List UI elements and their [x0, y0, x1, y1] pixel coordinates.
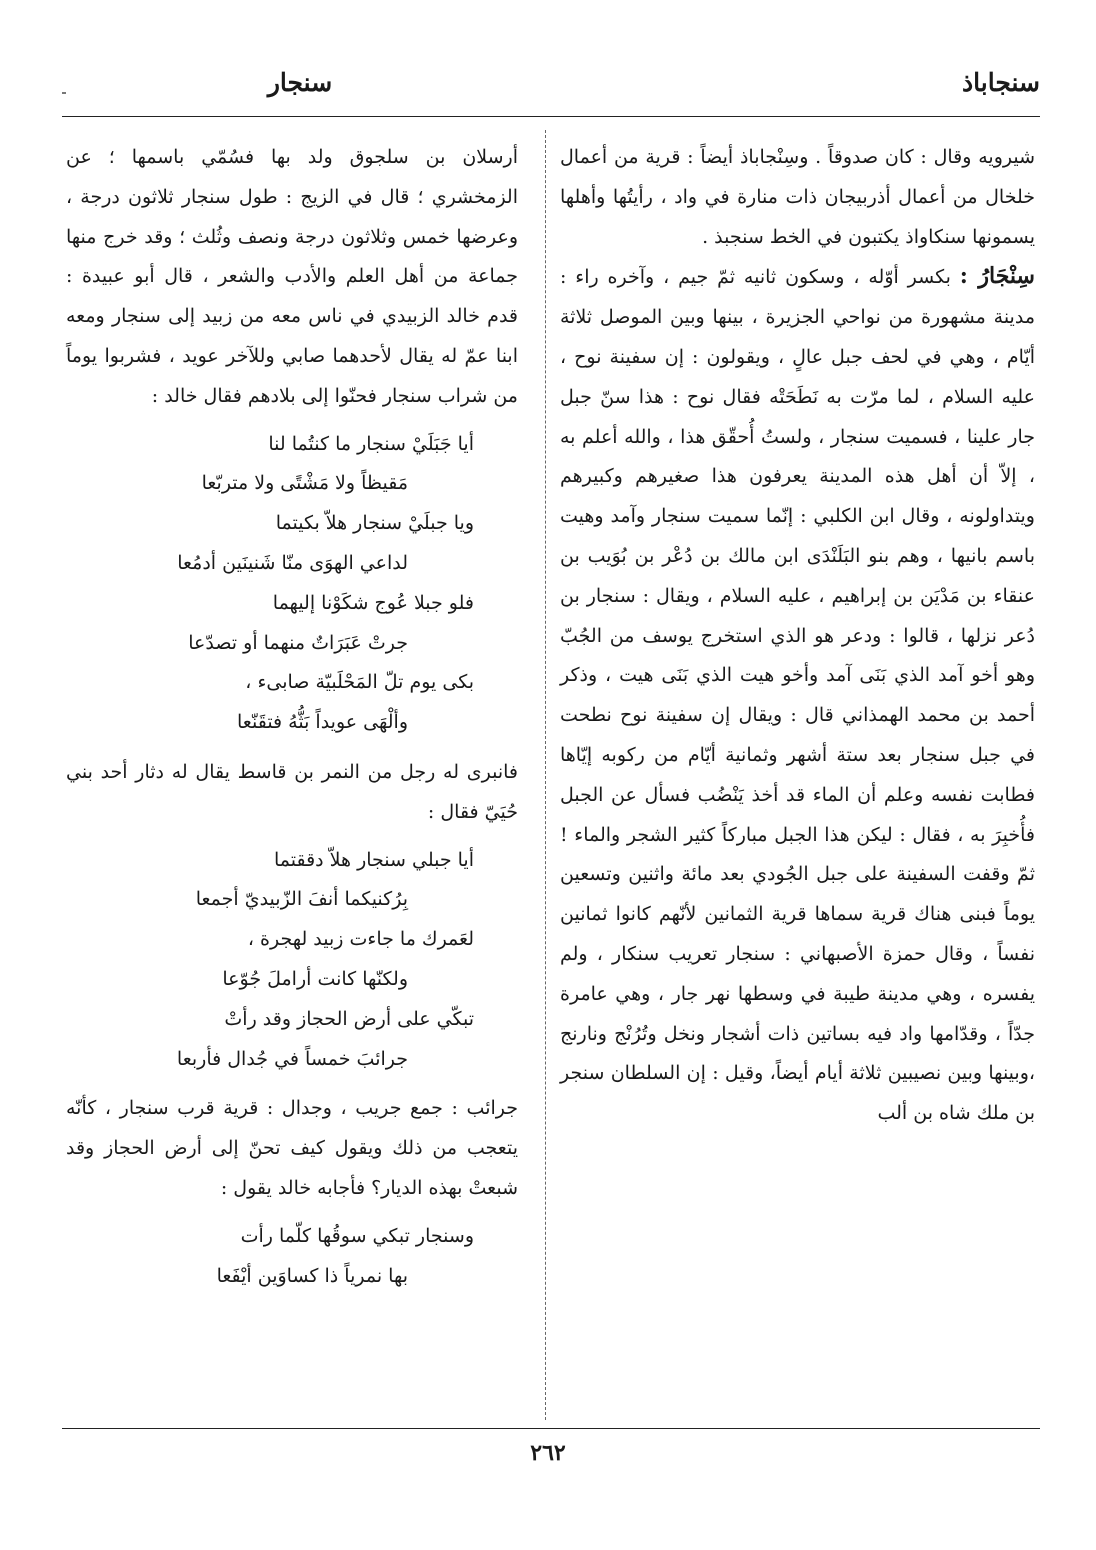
entry-body: بكسر أوّله ، وسكون ثانيه ثمّ جيم ، وآخره راء : مدينة مشهورة من نواحي الجزيرة ، بينها وبين الموصل ثلاثة أيّام ، وهي في لحف جبل عالٍ ، ويقولون : إن سفينة نوح ، عليه السلام ، لما مرّت به نَطَحَتْه فقال نوح : هذا سنّ جبل جار علينا ، فسميت سنجار ، ولستُ أُحقّق هذا ، والله أعلم به ، إلاّ أن أهل هذه المدينة يعرفون هذا صغيرهم وكبيرهم ويتداولونه ، وقال ابن الكلبي : إنّما سميت سنجار وآمد وهيت باسم بانيها ، وهم بنو البَلَنْدَى ابن مالك بن دُعْر بن بُوَيب بن عنقاء بن مَدْيَن بن إبراهيم ، عليه السلام ، ويقال : سنجار بن دُعر نزلها ، قالوا : ودعر هو الذي استخرج يوسف من الجُبّ وهو أخو آمد الذي بَنَى آمد وأخو هيت الذي بَنَى هيت ، وذكر أحمد بن محمد الهمذاني قال : ويقال إن سفينة نوح نطحت في جبل سنجار بعد ستة أشهر وثمانية أيّام من ركوبه إيّاها فطابت نفسه وعلم أن الماء قد أخذ يَنْضُب فسأل عن الجبل فأُخبِرَ به ، فقال : ليكن هذا الجبل مباركاً كثير الشجر والماء ! ثمّ وقفت السفينة على جبل الجُودي بعد مائة واثنين وتسعين يوماً فبنى هناك قرية سماها قرية الثمانين لأنّهم كانوا ثمانين نفساً ، وقال حمزة الأصبهاني : سنجار تعريب سنكار ، ولم يفسره ، وهي مدينة طيبة في وسطها نهر جار ، وهي عامرة جدّاً ، وقدّامها واد فيه بساتين ذات أشجار ونخل وتُرُنْج ونارنج ،وبينها وبين نصيبين ثلاثة أيام أيضاً، وقيل : إن السلطان سنجر بن ملك شاه بن ألب: [560, 266, 1035, 1125]
verse-line: لداعي الهوَى منّا شَنينَين أدمُعا: [177, 551, 408, 574]
entry-headword: سِنْجَارُ :: [959, 263, 1035, 290]
verse-line: بكى يوم تلّ المَحْلَبيّة صابىء ،: [245, 671, 474, 694]
verse-line: جرتْ عَبَرَاتٌ منهما أو تصدّعا: [188, 631, 408, 654]
verse-line: جرائبَ خمساً في جُدال فأربعا: [176, 1047, 408, 1070]
verse-line: ولكنّها كانت أراملَ جُوّعا: [222, 967, 408, 990]
running-head-right: سنجاباذ: [962, 68, 1040, 97]
verse-line: أيا جبلي سنجار هلاّ دققتما: [273, 848, 474, 871]
verse-line: فلو جبلا عُوج شكَوْنا إليهما: [272, 591, 474, 614]
column-divider: [545, 130, 546, 1420]
verse-line: أيا جَبَلَيْ سنجار ما كنتُما لنا: [268, 432, 474, 455]
verse-line: بها نمرياً ذا كساوَين أيْفَعا: [216, 1264, 408, 1287]
page-number: ٢٦٢: [530, 1440, 566, 1466]
right-para-1: شيرويه وقال : كان صدوقاً . وسِنْجاباذ أيضاً : قرية من أعمال خلخال من أعمال أذربيجان ذات منارة في واد ، رأيتُها وأهلها يسمونها سنكاواذ يكتبون في الخط سنجبذ .: [560, 146, 1035, 248]
poem-2: [66, 841, 518, 1080]
footer-rule: [62, 1428, 1040, 1429]
header-rule: [62, 116, 1040, 117]
verse-line: لعَمرك ما جاءت زبيد لهجرة ،: [247, 928, 474, 951]
verse-line: وألْهَى عويداً بَثُّهُ فتقَنّعا: [237, 711, 408, 734]
left-para-2: فانبرى له رجل من النمر بن قاسط يقال له دثار أحد بني حُيَيّ فقال :: [66, 760, 518, 823]
left-para-3: جرائب : جمع جريب ، وجدال : قرية قرب سنجار ، كأنّه يتعجب من ذلك ويقول كيف تحنّ إلى أرض الحجاز وقد شبعتْ بهذه الديار؟ فأجابه خالد يقول :: [66, 1097, 518, 1199]
verse-line: وسنجار تبكي سوقُها كلّما رأت: [240, 1224, 474, 1247]
verse-line: مَقيظاً ولا مَشْتًى ولا متربّعا: [201, 472, 408, 495]
poem-1: [66, 425, 518, 743]
running-head-left: سنجار: [267, 68, 333, 97]
right-para-2: [560, 257, 1035, 1134]
poem-3: [66, 1217, 518, 1297]
verse-line: تبكّي على أرض الحجاز وقد رأتْ: [224, 1007, 474, 1030]
verse-line: ويا جبلَيْ سنجار هلاّ بكيتما: [275, 512, 474, 535]
right-column: [560, 138, 1035, 1134]
verse-line: بِرُكنيكما أنفَ الزّبيديّ أجمعا: [195, 888, 408, 911]
left-para-1: أرسلان بن سلجوق ولد بها فسُمّي باسمها ؛ عن الزمخشري ؛ قال في الزيج : طول سنجار ثلاثون درجة ، وعرضها خمس وثلاثون درجة ونصف وثُلث ؛ وقد خرج منها جماعة من أهل العلم والأدب والشعر ، قال أبو عبيدة : قدم خالد الزبيدي في ناس معه من زبيد إلى سنجار ومعه ابنا عمّ له يقال لأحدهما صابي وللآخر عويد ، فشربوا يوماً من شراب سنجار فحنّوا إلى بلادهم فقال خالد :: [66, 146, 518, 407]
left-column: [66, 138, 518, 1306]
